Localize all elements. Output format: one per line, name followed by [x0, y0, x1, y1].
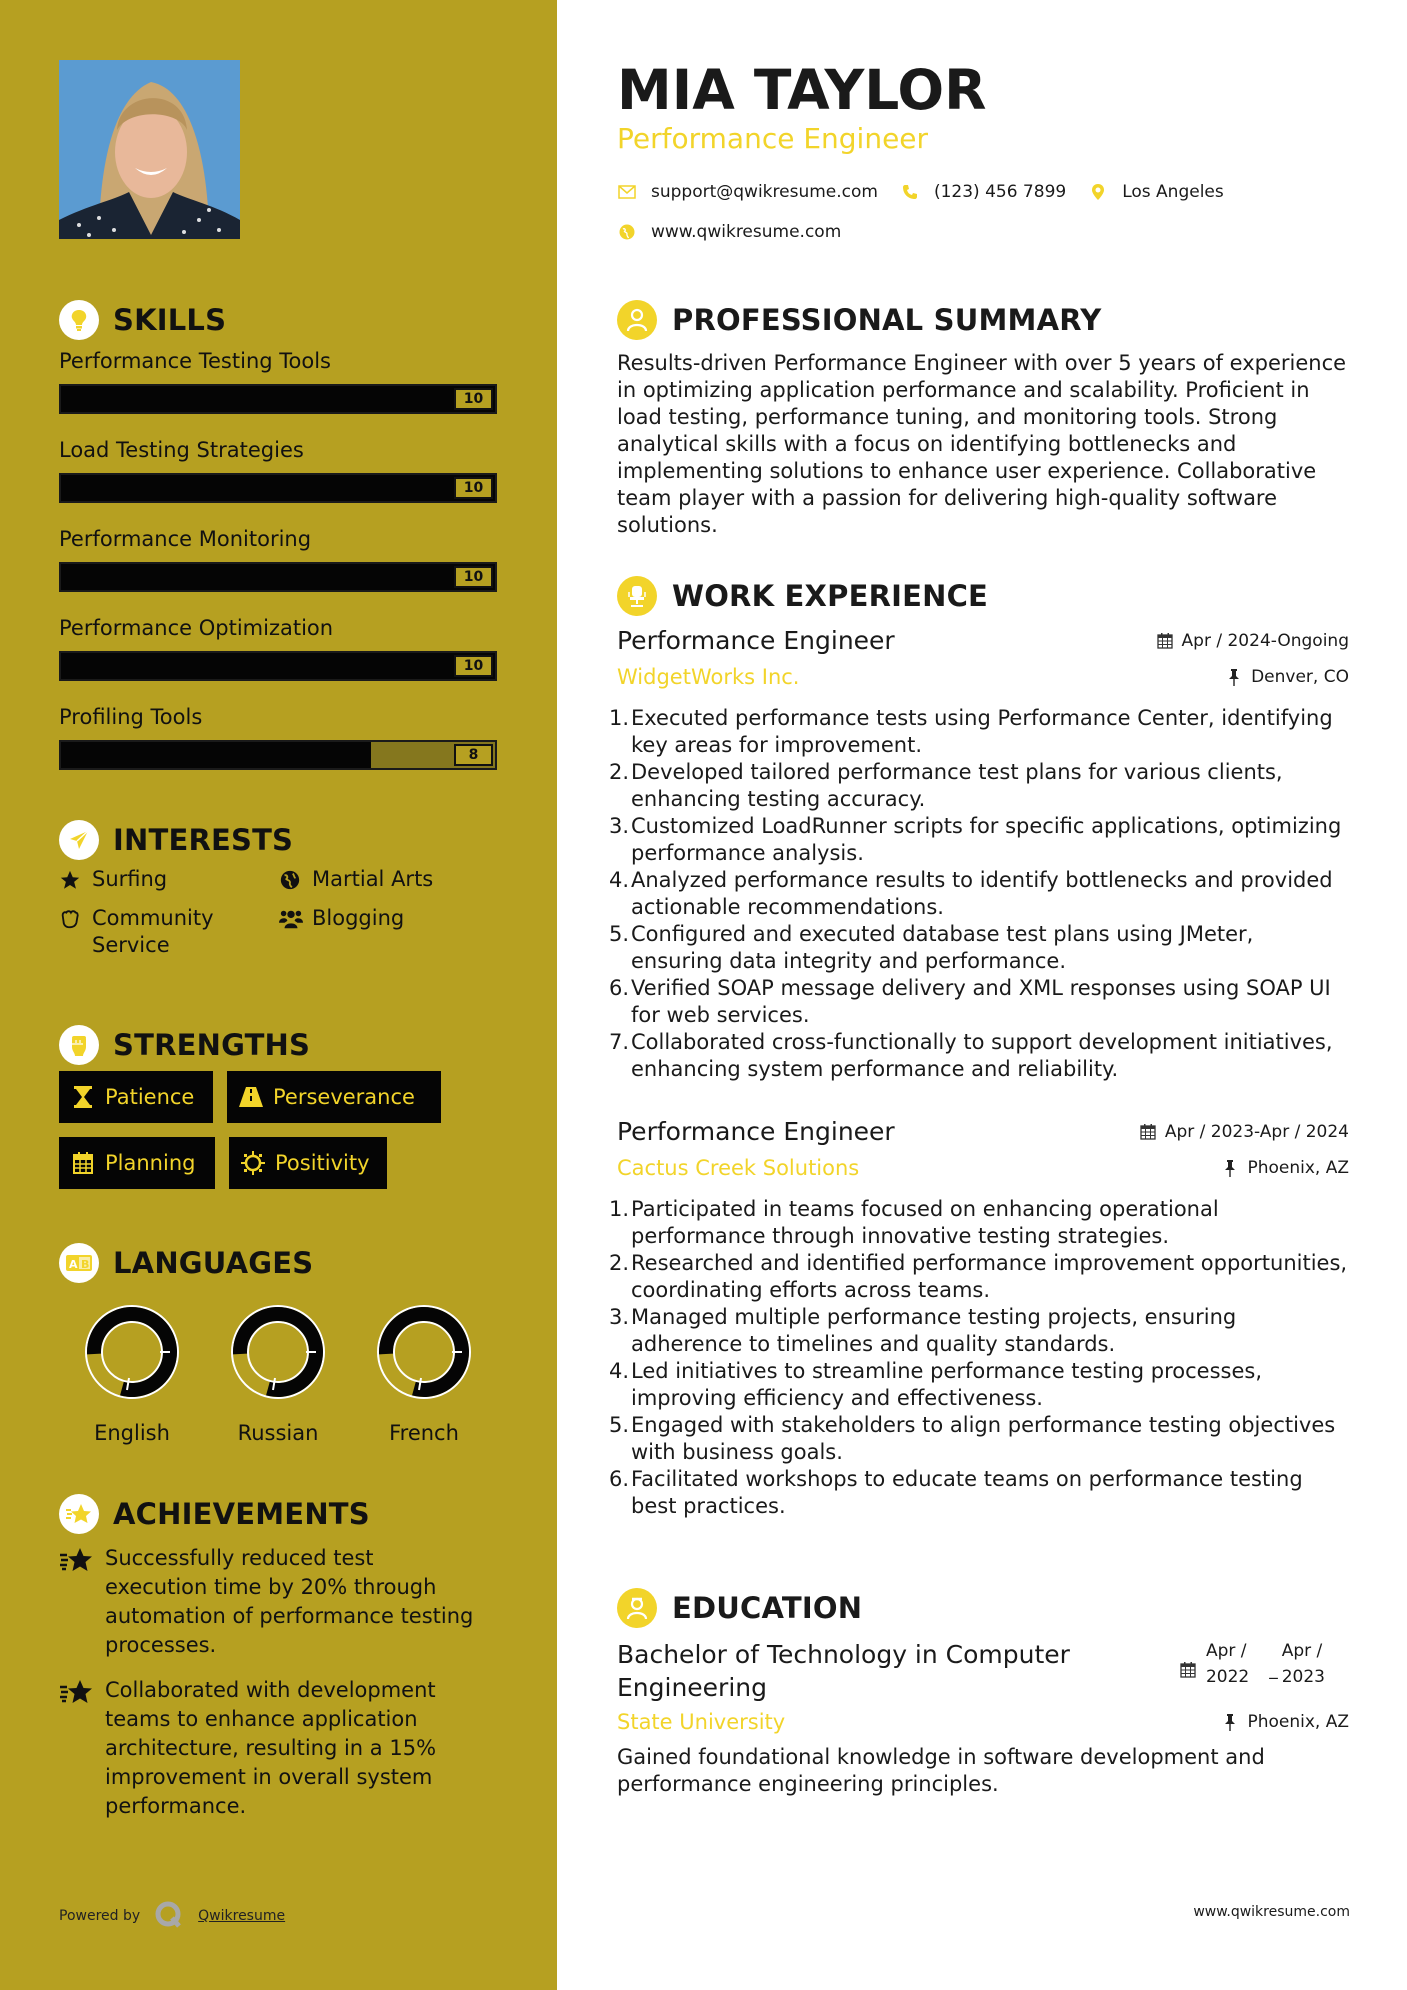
globe-icon [279, 866, 303, 893]
skills-title: SKILLS [113, 303, 227, 337]
star-icon [59, 866, 83, 893]
road-icon [239, 1085, 263, 1109]
school-location-text: Phoenix, AZ [1247, 1712, 1349, 1732]
responsibility-item: 1. Participated in teams focused on enhancing operational performance through innovative testing strategies. [609, 1197, 1219, 1248]
job-location [1221, 1158, 1349, 1178]
skills-section [59, 300, 499, 791]
interest-label: Surfing [92, 867, 168, 891]
qwikresume-link[interactable]: Qwikresume [198, 1908, 286, 1924]
skill-item [59, 702, 499, 770]
map-pin-icon [1088, 182, 1108, 202]
users-icon [279, 905, 303, 932]
achievement-bullet-icon [59, 1546, 93, 1574]
job-title: Performance Engineer [617, 626, 895, 655]
office-chair-icon [617, 576, 657, 616]
strengths-section [59, 1025, 499, 1189]
interest-label: Blogging [312, 906, 405, 930]
responsibility-item: 2. Developed tailored performance test plans for various clients, enhancing testing accuracy. [609, 760, 1283, 811]
language-item [205, 1305, 351, 1445]
skill-item [59, 346, 499, 414]
job-dates-text: Apr / 2024-Ongoing [1181, 630, 1349, 651]
footer-url[interactable]: www.qwikresume.com [1193, 1904, 1350, 1920]
pushpin-icon [1225, 668, 1243, 686]
achievements-title: ACHIEVEMENTS [113, 1497, 370, 1531]
contact-website [617, 222, 841, 242]
skill-score: 8 [454, 744, 493, 766]
language-label: Russian [237, 1421, 319, 1445]
education-dates [1180, 1638, 1325, 1690]
job-dates [1156, 631, 1349, 651]
interest-item [59, 866, 279, 893]
job-entry [609, 626, 1349, 1083]
languages-title: LANGUAGES [113, 1246, 314, 1280]
profile-photo [59, 60, 240, 239]
language-donut [377, 1305, 471, 1399]
school-location [1221, 1712, 1349, 1732]
interest-item [59, 905, 279, 959]
skill-label: Performance Optimization [59, 616, 334, 640]
interest-item [279, 905, 499, 959]
strength-chip [59, 1137, 215, 1189]
powered-by-label: Powered by [59, 1908, 141, 1924]
skill-score: 10 [454, 566, 493, 588]
calendar-icon [1180, 1660, 1198, 1678]
skill-item [59, 435, 499, 503]
achievement-text: Collaborated with development teams to enhance application architecture, resulting in a 15% improvement in overall system performance. [105, 1678, 437, 1818]
languages-section [59, 1243, 499, 1445]
paper-plane-icon [59, 820, 99, 860]
education-section [617, 1588, 1349, 1798]
experience-section [609, 576, 1349, 1520]
qwikresume-logo-icon [154, 1900, 182, 1932]
language-item [351, 1305, 497, 1445]
skill-label: Load Testing Strategies [59, 438, 304, 462]
globe-icon [617, 222, 637, 242]
phone-text: (123) 456 7899 [933, 182, 1067, 202]
strength-chip [227, 1071, 441, 1123]
skill-score: 10 [454, 477, 493, 499]
strength-label: Patience [105, 1085, 195, 1109]
hourglass-icon [71, 1085, 95, 1109]
achievement-text: Successfully reduced test execution time by 20% through automation of performance testing processes. [105, 1546, 474, 1657]
svg-text:A: A [69, 1258, 78, 1271]
job-dates [1139, 1122, 1349, 1142]
achievement-item [59, 1676, 499, 1821]
responsibility-item: 6. Facilitated workshops to educate teams on performance testing best practices. [609, 1467, 1303, 1518]
contact-location [1088, 182, 1224, 202]
graduate-icon [617, 1588, 657, 1628]
skill-label: Profiling Tools [59, 705, 203, 729]
responsibilities-list [609, 705, 1349, 1083]
contact-email [617, 182, 878, 202]
responsibility-item: 5. Configured and executed database test plans using JMeter, ensuring data integrity and performance. [609, 922, 1254, 973]
strength-chip [229, 1137, 387, 1189]
achievement-star-icon [59, 1494, 99, 1534]
job-title: Performance Engineer [617, 1117, 895, 1146]
contact-info [617, 178, 1377, 258]
strength-label: Positivity [275, 1151, 370, 1175]
degree-title: Bachelor of Technology in Computer Engineering [617, 1640, 1070, 1702]
strengths-title: STRENGTHS [113, 1028, 311, 1062]
skill-bar [59, 384, 497, 414]
location-text: Los Angeles [1122, 182, 1224, 202]
summary-text: Results-driven Performance Engineer with over 5 years of experience in optimizing application performance and scalability. Proficient in load testing, performance tuning, and monitoring tools. Strong analytical skills with a focus on identifying bottlenecks and implementing solutions to enhance user experience. Collaborative team player with a passion for delivering high-quality software solutions. [617, 351, 1347, 537]
phone-icon [900, 182, 920, 202]
job-location [1225, 667, 1349, 687]
user-icon [617, 300, 657, 340]
skill-bar [59, 740, 497, 770]
language-donut [85, 1305, 179, 1399]
achievement-bullet-icon [59, 1678, 93, 1706]
pushpin-icon [1221, 1159, 1239, 1177]
responsibility-item: 5. Engaged with stakeholders to align performance testing objectives with business goals. [609, 1413, 1336, 1464]
strength-chip [59, 1071, 213, 1123]
responsibility-item: 3. Managed multiple performance testing projects, ensuring adherence to timelines and quality standards. [609, 1305, 1237, 1356]
interest-label: Martial Arts [312, 867, 434, 891]
responsibility-item: 3. Customized LoadRunner scripts for specific applications, optimizing performance analysis. [609, 814, 1342, 865]
sidebar [0, 0, 557, 1990]
website-text[interactable]: www.qwikresume.com [651, 222, 842, 242]
language-label: English [94, 1421, 170, 1445]
translate-icon [59, 1243, 99, 1283]
raised-fist-icon [59, 1025, 99, 1065]
job-entry [609, 1117, 1349, 1520]
candidate-role: Performance Engineer [617, 122, 929, 155]
strength-label: Perseverance [273, 1085, 415, 1109]
interests-section [59, 820, 499, 959]
skill-item [59, 524, 499, 592]
fist-icon [59, 905, 83, 932]
powered-by [59, 1900, 285, 1932]
education-description: Gained foundational knowledge in software development and performance engineering principles. [617, 1745, 1265, 1796]
responsibilities-list [609, 1196, 1349, 1520]
education-title: EDUCATION [672, 1591, 863, 1625]
calendar-icon [71, 1151, 95, 1175]
achievement-item [59, 1544, 499, 1660]
skill-item [59, 613, 499, 681]
school-name: State University [617, 1710, 786, 1734]
skill-label: Performance Monitoring [59, 527, 312, 551]
lightbulb-icon [59, 300, 99, 340]
job-dates-text: Apr / 2023-Apr / 2024 [1164, 1121, 1349, 1142]
contact-phone [900, 182, 1066, 202]
language-item [59, 1305, 205, 1445]
company-name: Cactus Creek Solutions [617, 1156, 860, 1180]
language-donut [231, 1305, 325, 1399]
company-name: WidgetWorks Inc. [617, 665, 800, 689]
candidate-name: MIA TAYLOR [617, 58, 987, 122]
responsibility-item: 6. Verified SOAP message delivery and XML responses using SOAP UI for web services. [609, 976, 1331, 1027]
job-location-text: Phoenix, AZ [1247, 1158, 1349, 1178]
skill-bar [59, 651, 497, 681]
responsibility-item: 4. Analyzed performance results to identify bottlenecks and provided actionable recommendations. [609, 868, 1333, 919]
date-separator: _ [1269, 1660, 1278, 1680]
skill-label: Performance Testing Tools [59, 349, 331, 373]
achievements-section [59, 1494, 499, 1837]
svg-text:B: B [81, 1258, 90, 1271]
responsibility-item: 2. Researched and identified performance improvement opportunities, coordinating efforts across teams. [609, 1251, 1348, 1302]
job-location-text: Denver, CO [1251, 667, 1349, 687]
skill-bar [59, 473, 497, 503]
skill-bar [59, 562, 497, 592]
interests-title: INTERESTS [113, 823, 294, 857]
language-label: French [389, 1421, 459, 1445]
calendar-icon [1156, 632, 1174, 650]
responsibility-item: 1. Executed performance tests using Performance Center, identifying key areas for improvement. [609, 706, 1333, 757]
envelope-icon [617, 182, 637, 202]
interest-label: Community Service [92, 906, 214, 957]
end-date: Apr / 2023 [1281, 1641, 1325, 1687]
experience-title: WORK EXPERIENCE [672, 579, 989, 613]
strength-label: Planning [105, 1151, 196, 1175]
interest-item [279, 866, 499, 893]
sun-icon [241, 1151, 265, 1175]
summary-title: PROFESSIONAL SUMMARY [672, 303, 1102, 337]
responsibility-item: 7. Collaborated cross-functionally to support development initiatives, enhancing system performance and reliability. [609, 1030, 1333, 1081]
skill-score: 10 [454, 655, 493, 677]
skill-score: 10 [454, 388, 493, 410]
start-date: Apr / 2022 [1205, 1641, 1250, 1687]
calendar-icon [1139, 1123, 1157, 1141]
email-text[interactable]: support@qwikresume.com [651, 182, 878, 202]
summary-section [617, 300, 1349, 539]
responsibility-item: 4. Led initiatives to streamline performance testing processes, improving efficiency and effectiveness. [609, 1359, 1263, 1410]
pushpin-icon [1221, 1713, 1239, 1731]
